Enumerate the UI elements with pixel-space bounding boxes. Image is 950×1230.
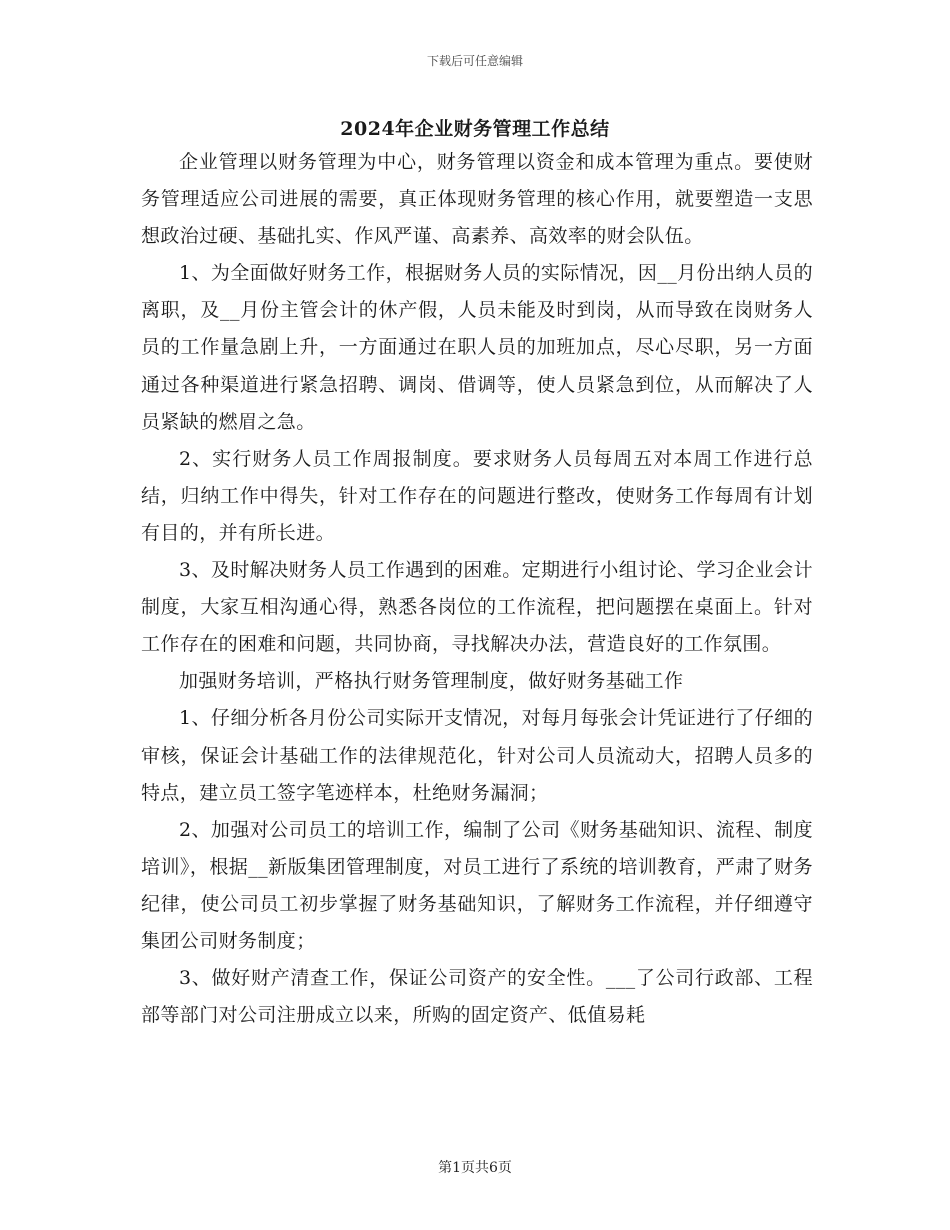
paragraph-training-1: 1、仔细分析各月份公司实际开支情况，对每月每张会计凭证进行了仔细的审核，保证会计基础工作的法律规范化，针对公司人员流动大，招聘人员多的特点，建立员工签字笔迹样本，杜绝财务漏洞； [141, 707, 813, 804]
document-body [141, 144, 813, 1034]
header-note: 下载后可任意编辑 [426, 54, 523, 68]
paragraph-item-2: 2、实行财务人员工作周报制度。要求财务人员每周五对本周工作进行总结，归纳工作中得失，针对工作存在的问题进行整改，使财务工作每周有计划有目的，并有所长进。 [141, 447, 813, 544]
page-footer: 第1页共6页 [438, 1160, 512, 1176]
paragraph-intro: 企业管理以财务管理为中心，财务管理以资金和成本管理为重点。要使财务管理适应公司进展的需要，真正体现财务管理的核心作用，就要塑造一支思想政治过硬、基础扎实、作风严谨、高素养、高效率的财会队伍。 [141, 151, 813, 248]
section-heading: 加强财务培训，严格执行财务管理制度，做好财务基础工作 [179, 670, 684, 693]
paragraph-training-2: 2、加强对公司员工的培训工作，编制了公司《财务基础知识、流程、制度培训》，根据__新版集团管理制度，对员工进行了系统的培训教育，严肃了财务纪律，使公司员工初步掌握了财务基础知识，了解财务工作流程，并仔细遵守集团公司财务制度； [141, 818, 813, 952]
paragraph-item-1: 1、为全面做好财务工作，根据财务人员的实际情况，因__月份出纳人员的离职，及__月份主管会计的休产假，人员未能及时到岗，从而导致在岗财务人员的工作量急剧上升，一方面通过在职人员的加班加点，尽心尽职，另一方面通过各种渠道进行紧急招聘、调岗、借调等，使人员紧急到位，从而解决了人员紧缺的燃眉之急。 [141, 262, 813, 433]
paragraph-training-3: 3、做好财产清查工作，保证公司资产的安全性。___了公司行政部、工程部等部门对公司注册成立以来，所购的固定资产、低值易耗 [141, 967, 813, 1027]
paragraph-item-3: 3、及时解决财务人员工作遇到的困难。定期进行小组讨论、学习企业会计制度，大家互相沟通心得，熟悉各岗位的工作流程，把问题摆在桌面上。针对工作存在的困难和问题，共同协商，寻找解决办法，营造良好的工作氛围。 [141, 559, 813, 656]
document-title: 2024年企业财务管理工作总结 [340, 118, 610, 140]
